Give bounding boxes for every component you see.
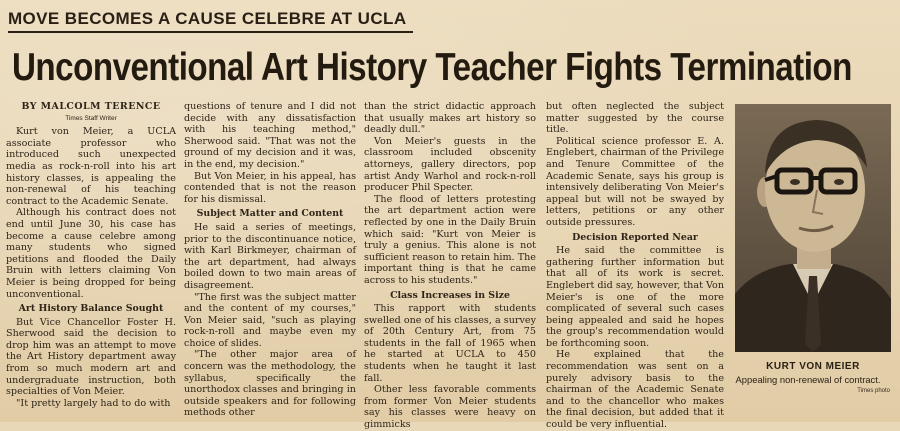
paragraph: The flood of letters protesting the art department action were reflected by one in the Daily Bruin which said: "Kurt von Meier is truly a genius. This alone is not sufficient reason to retain him. The important thing is that he came across to his students." [364,193,536,286]
photo-credit: Times photo [857,388,890,394]
paragraph: This rapport with students swelled one of his classes, a survey of 20th Century Art, from 75 students in the fall of 1965 when he started at UCLA to 450 students when he taught it last fall. [364,303,536,384]
byline-credit: Times Staff Writer [65,114,117,122]
portrait-photo [735,104,891,352]
subheading: Subject Matter and Content [196,208,344,220]
portrait-illustration [735,104,891,352]
main-headline: Unconventional Art History Teacher Fights Termination [12,46,852,89]
article-column-2 [184,101,356,419]
paragraph: than the strict didactic approach that usually makes art history so deadly dull." [364,101,536,136]
subheading: Decision Reported Near [572,231,698,243]
paragraph: Von Meier's guests in the classroom included obscenity attorneys, gallery directors, pop artist Andy Warhol and rock-n-roll producer Phil Specter. [364,135,536,194]
photo-caption-name: KURT VON MEIER [766,361,860,372]
paragraph: "The other major area of concern was the methodology, the syllabus, specifically the unorthodox classes and bringing in outside speakers and for following methods other [184,349,356,419]
paragraph: "The first was the subject matter and the content of my courses," Von Meier said, "such as playing rock-n-roll and maybe even my choice of slides. [184,291,356,349]
paragraph: Kurt von Meier, a UCLA associate professor who introduced such unexpected media as rock-n-roll into his art history classes, is appealing the non-renewal of his teaching contract to the Academic Senate. [6,126,176,207]
kicker-headline: MOVE BECOMES A CAUSE CELEBRE AT UCLA [8,9,413,33]
paragraph: Political science professor E. A. Englebert, chairman of the Privilege and Tenure Committee of the Academic Senate, says his group is intensively deliberating Von Meier's appeal but will not be swayed by letters, petitions or any other outside pressures. [546,135,724,228]
article-column-1 [6,101,176,419]
paragraph: He explained that the recommendation was sent on a purely advisory basis to the chairman of the Academic Senate and to the chancellor who makes the final decision, but added that it could be very influential. [546,349,724,431]
paragraph: Although his contract does not end until June 30, his case has become a cause celebre among many students who signed petitions and flooded the Daily Bruin with letters claiming Von Meier is being dropped for being unconventional. [6,207,176,300]
paragraph: He said a series of meetings, prior to the discontinuance notice, with Karl Birkmeyer, chairman of the art department, had always boiled down to two main areas of disagreement. [184,221,356,291]
paragraph: questions of tenure and I did not decide with any dissatisfaction with his teaching method," Sherwood said. "That was not the ground of my decision and it was, in the end, my decision." [184,101,356,170]
paragraph: But Von Meier, in his appeal, has contended that is not the reason for his dismissal. [184,170,356,205]
subheading: Class Increases in Size [390,289,510,301]
article-column-4 [546,101,724,431]
byline: BY MALCOLM TERENCE [21,101,161,112]
paragraph: but often neglected the subject matter suggested by the course title. [546,101,724,136]
paragraph: He said the committee is gathering further information but that all of its work is secret. Englebert did say, however, that Von Meier's is one of the more complicated of several such cases being appealed and said he hopes the group's recommendation would be forthcoming soon. [546,245,724,349]
paragraph: Other less favorable comments from former Von Meier students say his classes were heavy on gimmicks [364,384,536,431]
subheading: Art History Balance Sought [18,303,164,315]
paragraph: But Vice Chancellor Foster H. Sherwood said the decision to drop him was an attempt to move the Art History department away from so much modern art and undergraduate instruction, both specialties of Von Meier. [6,316,176,398]
paragraph: "It pretty largely had to do with [16,397,171,409]
article-column-3 [364,101,536,431]
photo-caption: Appealing non-renewal of contract. [735,374,881,385]
